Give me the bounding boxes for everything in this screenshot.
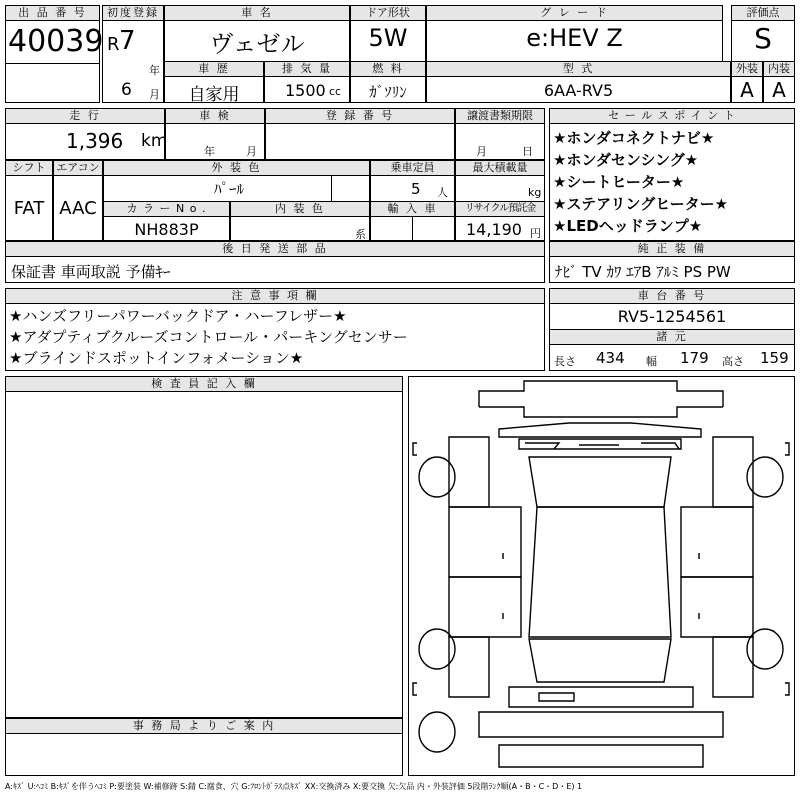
selling-point: ★シートヒーター★: [553, 173, 685, 191]
aircon-box: [53, 160, 103, 241]
interior-header: 内装: [764, 62, 794, 77]
selling-point: ★ホンダセンシング★: [553, 151, 699, 169]
note-line: ★アダプティブクルーズコントロール・パーキングセンサー: [9, 328, 408, 346]
ext-color-box: [103, 160, 370, 202]
era: R: [107, 34, 120, 55]
later-parts-box: [5, 241, 545, 283]
lot-box: [5, 5, 104, 103]
exterior-box: [731, 61, 763, 103]
office-header: 事 務 局 よ り ご 案 内: [6, 719, 402, 734]
selling-point: ★ステアリングヒーター★: [553, 195, 729, 213]
kg-unit: kg: [528, 186, 542, 199]
fuel-header: 燃 料: [351, 62, 425, 77]
history-box: [164, 61, 264, 103]
width: 179: [680, 349, 709, 367]
transfer-box: [455, 108, 545, 160]
month: 6: [121, 80, 132, 100]
import-box: [370, 201, 455, 241]
legend: A:ｷｽﾞ U:ﾍｺﾐ B:ｷｽﾞを伴うﾍｺﾐ P:要塗装 W:補修跡 S:錆 C:腐食、穴 G:ﾌﾛﾝﾄｶﾞﾗｽ点ｷｽﾞ XX:交換済み X:要交換 欠:欠品 内・外装評価 5段階ﾗﾝｸ順(A・B・C・D・E) 1: [5, 782, 583, 791]
selling-point: ★LEDヘッドランプ★: [553, 217, 703, 235]
year: 7: [119, 26, 136, 56]
ext-color-header: 外 装 色: [104, 161, 369, 176]
equipment-box: [549, 241, 795, 283]
reg-no-box: [265, 108, 455, 160]
exterior-score: A: [740, 78, 754, 102]
specs-header: 諸 元: [550, 330, 794, 345]
shift-box: [5, 160, 53, 241]
mileage-header: 走 行: [6, 109, 164, 124]
model-header: 型 式: [427, 62, 730, 77]
equipment: ﾅﾋﾞ TV ｶﾜ ｴｱB ｱﾙﾐ PS PW: [555, 263, 731, 281]
length: 434: [596, 349, 625, 367]
aircon: AAC: [59, 198, 97, 219]
insp-year-unit: 年: [204, 145, 215, 158]
grade: e:HEV Z: [526, 24, 623, 52]
score-box: [731, 5, 795, 62]
score: S: [754, 22, 772, 55]
import-header: 輸 入 車: [371, 202, 454, 217]
car-name: ヴェゼル: [209, 30, 305, 58]
chassis-box: [549, 288, 795, 330]
ext-color: ﾊﾟｰﾙ: [213, 180, 244, 198]
interior-score: A: [772, 78, 786, 102]
note-line: ★ブラインドスポットインフォメーション★: [9, 349, 304, 367]
inspector-box: [5, 376, 403, 718]
displacement-header: 排 気 量: [265, 62, 349, 77]
selling-points-box: [549, 108, 795, 241]
door-type: 5W: [368, 24, 408, 52]
car-name-box: [164, 5, 350, 62]
mileage-box: [5, 108, 168, 160]
max-load-box: [455, 160, 545, 202]
exterior-header: 外装: [732, 62, 762, 77]
capacity-header: 乗車定員: [371, 161, 454, 176]
model-box: [426, 61, 731, 103]
door-header: ドア形状: [351, 6, 425, 21]
specs-box: [549, 329, 795, 371]
inspection-header: 車 検: [166, 109, 264, 124]
int-color-box: [230, 201, 370, 241]
car-name-header: 車 名: [165, 6, 349, 21]
mileage: 1,396: [66, 129, 124, 153]
height: 159: [760, 349, 789, 367]
chassis-header: 車 台 番 号: [550, 289, 794, 304]
capacity: 5: [411, 180, 421, 198]
month-unit: 月: [149, 88, 160, 101]
office-box: [5, 718, 403, 776]
score-header: 評価点: [732, 6, 794, 21]
capacity-box: [370, 160, 455, 202]
year-unit: 年: [149, 64, 160, 77]
car-diagram-box: [408, 376, 795, 776]
recycle-box: [455, 201, 545, 241]
fuel-box: [350, 61, 426, 103]
color-no: NH883P: [134, 220, 199, 239]
history: 自家用: [188, 85, 240, 105]
length-label: 長さ: [554, 355, 576, 368]
color-no-box: [103, 201, 230, 241]
grade-header: グ レ ー ド: [427, 6, 722, 21]
grade-box: [426, 5, 723, 62]
selling-points-header: セ ー ル ス ポ イ ン ト: [550, 109, 794, 124]
km-unit: km: [141, 131, 168, 151]
chassis-number: RV5-1254561: [617, 307, 727, 326]
first-reg-box: [102, 5, 164, 103]
interior-box: [763, 61, 795, 103]
later-parts-header: 後 日 発 送 部 品: [6, 242, 544, 257]
lot-number: 40039: [8, 24, 104, 59]
history-header: 車 歴: [165, 62, 263, 77]
car-diagram: [409, 377, 794, 775]
person-unit: 人: [437, 186, 448, 199]
aircon-header: エアコン: [54, 161, 102, 176]
note-line: ★ハンズフリーパワーバックドア・ハーフレザー★: [9, 307, 347, 325]
height-label: 高さ: [722, 355, 744, 368]
displacement: 1500: [285, 81, 326, 100]
shift-header: シフト: [6, 161, 52, 176]
first-reg-header: 初度登録: [103, 6, 163, 21]
transfer-header: 譲渡書類期限: [456, 109, 544, 124]
int-color-header: 内 装 色: [231, 202, 369, 217]
equipment-header: 純 正 装 備: [550, 242, 794, 257]
insp-month-unit: 月: [246, 145, 257, 158]
shift: FAT: [13, 198, 45, 219]
inspection-box: [165, 108, 265, 160]
yen-unit: 円: [530, 227, 541, 240]
cc-unit: cc: [329, 85, 342, 98]
displacement-box: [264, 61, 350, 103]
recycle-header: リサイクル預託金: [456, 202, 544, 217]
door-box: [350, 5, 426, 62]
max-load-header: 最大積載量: [456, 161, 544, 176]
transfer-month-unit: 月: [476, 145, 487, 158]
later-parts: 保証書 車両取説 予備ｷｰ: [11, 263, 171, 281]
notes-header: 注 意 事 項 欄: [6, 289, 544, 304]
color-no-header: カ ラ ー N o .: [104, 202, 229, 217]
reg-no-header: 登 録 番 号: [266, 109, 454, 124]
int-color-suffix: 系: [355, 228, 366, 241]
inspector-header: 検 査 員 記 入 欄: [6, 377, 402, 392]
notes-box: [5, 288, 545, 371]
selling-point: ★ホンダコネクトナビ★: [553, 129, 715, 147]
fuel: ｶﾞｿﾘﾝ: [369, 83, 407, 101]
model: 6AA-RV5: [543, 81, 614, 100]
width-label: 幅: [646, 355, 657, 368]
recycle-fee: 14,190: [466, 220, 522, 239]
transfer-day-unit: 日: [522, 145, 533, 158]
lot-header: 出 品 番 号: [6, 6, 99, 21]
